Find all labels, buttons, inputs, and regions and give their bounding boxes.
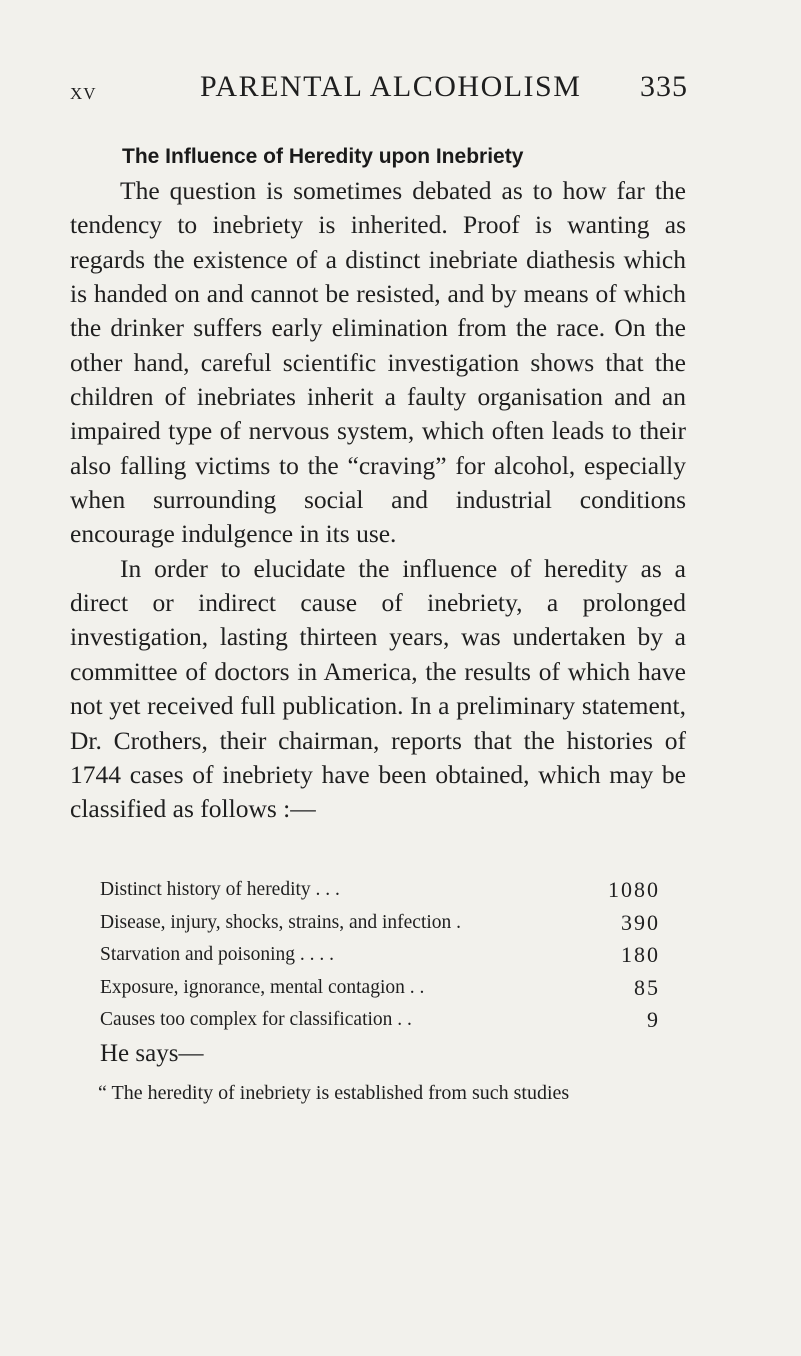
paragraph: The question is sometimes debated as to how far the tendency to inebriety is inherited. Proof is wanting as regards the existence of a distinct inebriate diathesis which is handed on and cannot be resisted, and by means of which the drinker suffers early elimination from the race. On the other hand, careful scientific investigation shows that the children of inebriates inherit a faulty organisation and an impaired type of nervous system, which often leads to their also falling victims to the “craving” for alcohol, especially when surrounding social and industrial conditions encourage indulgence in its use. <box>70 176 686 549</box>
cause-label: Disease, injury, shocks, strains, and infection . <box>100 911 462 933</box>
paragraph: In order to elucidate the influence of heredity as a direct or indirect cause of inebriety, a prolonged investigation, lasting thirteen years, was undertaken by a committee of doctors in America, the results of which have not yet received full publication. In a preliminary statement, Dr. Crothers, their chairman, reports that the histories of 1744 cases of inebriety have been obtained, which may be classified as follows :— <box>70 553 686 824</box>
table-row <box>100 972 660 1005</box>
case-count: 390 <box>621 909 660 935</box>
causes-table <box>100 874 660 1037</box>
table-row <box>100 874 660 907</box>
he-says-line: He says— <box>100 1040 204 1067</box>
table-row <box>100 939 660 972</box>
cause-label: Distinct history of heredity . . . <box>100 879 340 900</box>
body-text <box>70 174 686 827</box>
case-count: 180 <box>621 942 660 967</box>
cause-label: Exposure, ignorance, mental contagion . . <box>100 976 425 998</box>
section-heading: The Influence of Heredity upon Inebriety <box>122 145 524 168</box>
case-count: 1080 <box>608 877 660 902</box>
case-count: 9 <box>647 1007 660 1032</box>
cause-label: Starvation and poisoning . . . . <box>100 944 334 965</box>
cause-label: Causes too complex for classification . . <box>100 1009 412 1030</box>
running-head <box>0 70 801 110</box>
chapter-number: XV <box>70 84 97 103</box>
case-count: 85 <box>634 974 660 1000</box>
table-row <box>100 1004 660 1037</box>
quote-line: “ The heredity of inebriety is established from such studies <box>98 1082 570 1104</box>
running-title: PARENTAL ALCOHOLISM <box>200 70 582 103</box>
page-number: 335 <box>640 70 688 103</box>
table-row <box>100 907 660 940</box>
